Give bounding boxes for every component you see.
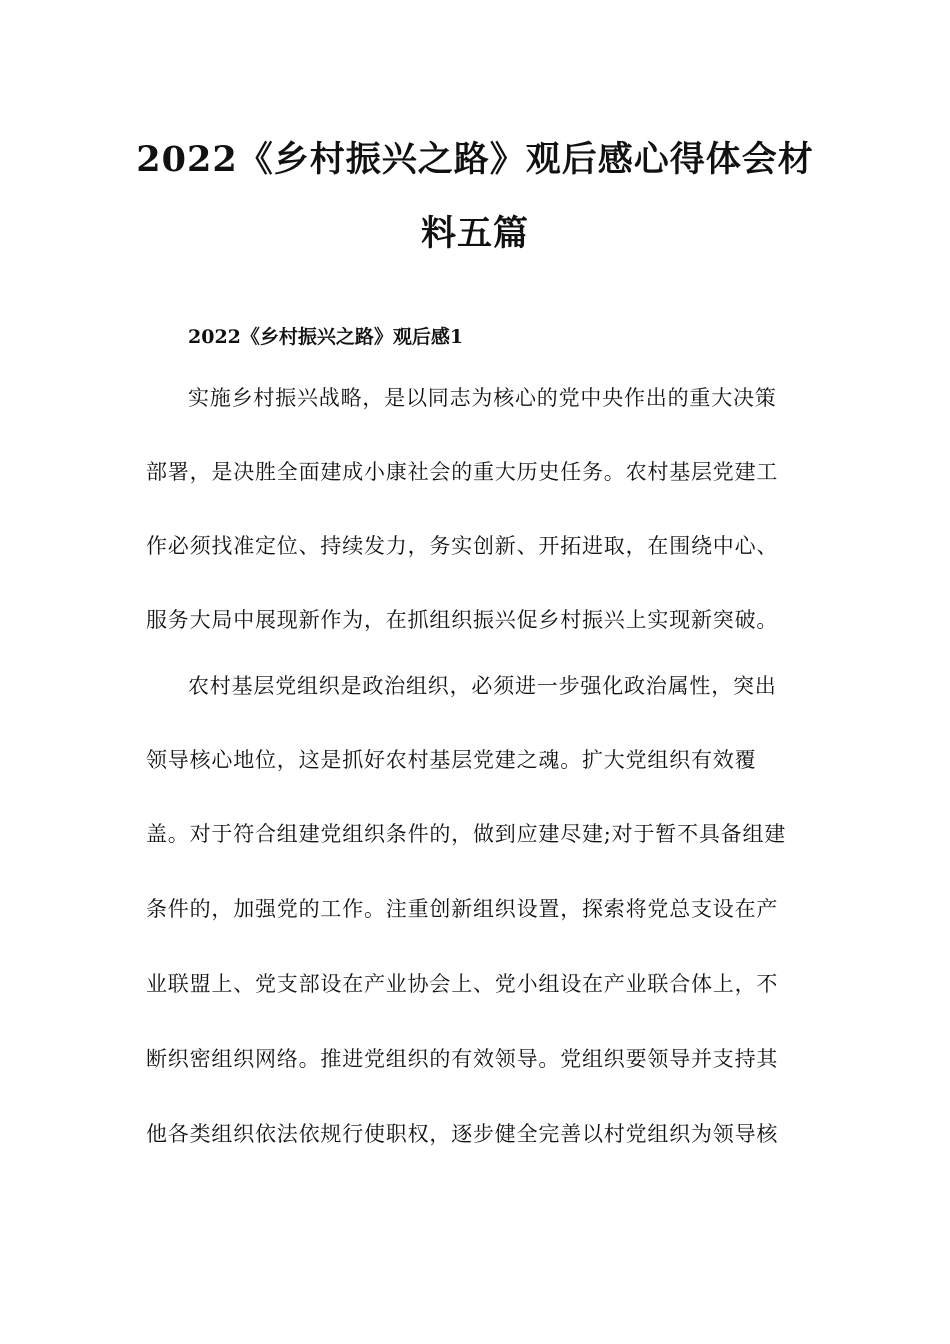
section-heading: 2022《乡村振兴之路》观后感1 — [188, 326, 464, 348]
paragraph-line: 服务大局中展现新作为，在抓组织振兴促乡村振兴上实现新突破。 — [146, 608, 779, 632]
paragraph-line: 盖。对于符合组建党组织条件的，做到应建尽建;对于暂不具备组建 — [146, 822, 787, 846]
document-title-line-2: 料五篇 — [420, 213, 529, 254]
paragraph-line: 业联盟上、党支部设在产业协会上、党小组设在产业联合体上，不 — [146, 972, 779, 996]
paragraph-line: 他各类组织依法依规行使职权，逐步健全完善以村党组织为领导核 — [146, 1122, 779, 1146]
paragraph-line: 条件的，加强党的工作。注重创新组织设置，探索将党总支设在产 — [146, 897, 779, 921]
paragraph-line: 部署，是决胜全面建成小康社会的重大历史任务。农村基层党建工 — [146, 460, 779, 484]
document-title-line-1: 2022《乡村振兴之路》观后感心得体会材 — [136, 139, 814, 180]
paragraph-line: 农村基层党组织是政治组织，必须进一步强化政治属性，突出 — [188, 674, 777, 698]
paragraph-line: 作必须找准定位、持续发力，务实创新、开拓进取，在围绕中心、 — [146, 534, 779, 558]
paragraph-line: 断织密组织网络。推进党组织的有效领导。党组织要领导并支持其 — [146, 1047, 779, 1071]
paragraph-line: 实施乡村振兴战略，是以同志为核心的党中央作出的重大决策 — [188, 386, 777, 410]
paragraph-line: 领导核心地位，这是抓好农村基层党建之魂。扩大党组织有效覆 — [146, 748, 757, 772]
